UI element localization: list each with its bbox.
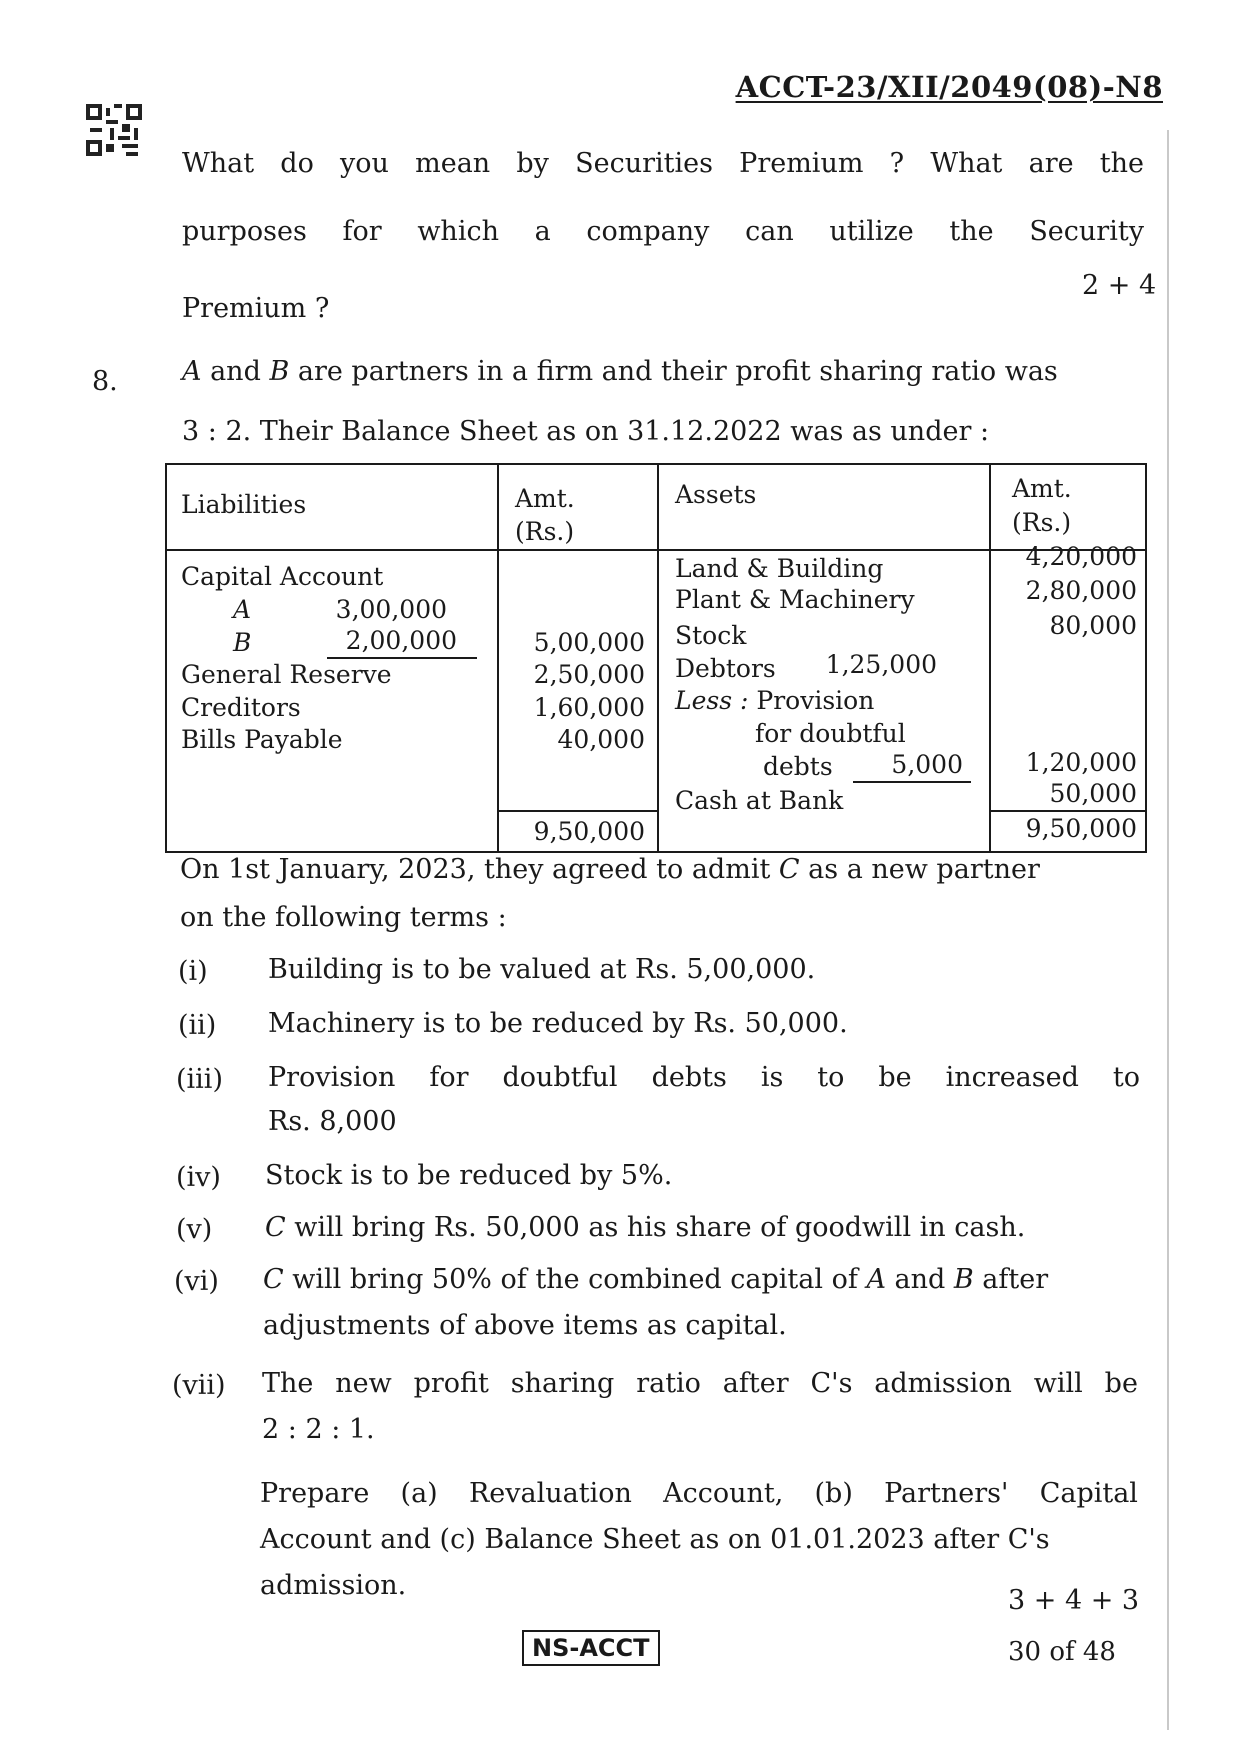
terms-intro-line-2: on the following terms : [180, 902, 507, 933]
prepare-line-2: Account and (c) Balance Sheet as on 01.01.2023 after C's [260, 1524, 1050, 1555]
plant-machinery-label: Plant & Machinery [675, 585, 915, 614]
terms-intro-line-1: On 1st January, 2023, they agreed to admit C as a new partner [180, 854, 1040, 885]
rs-header-right: (Rs.) [1012, 508, 1072, 537]
term-text: Machinery is to be reduced by Rs. 50,000. [268, 1008, 848, 1039]
prepare-line-1: Prepare (a) Revaluation Account, (b) Partners' Capital [260, 1478, 1138, 1509]
bills-payable-amount: 40,000 [557, 725, 645, 754]
term-number: (i) [178, 956, 208, 987]
assets-total-line [989, 810, 1145, 812]
general-reserve-amount: 2,50,000 [533, 660, 645, 689]
q8-marks: 3 + 4 + 3 [1008, 1585, 1140, 1616]
creditors-label: Creditors [181, 693, 301, 722]
bills-payable-label: Bills Payable [181, 725, 343, 754]
term-number: (vi) [174, 1266, 219, 1297]
column-divider [657, 465, 659, 851]
liabilities-header: Liabilities [181, 490, 307, 519]
stock-amount: 80,000 [1049, 611, 1137, 640]
term-number: (v) [176, 1214, 213, 1245]
term-text-continued: adjustments of above items as capital. [263, 1310, 787, 1341]
cash-at-bank-amount: 50,000 [1049, 779, 1137, 808]
liabilities-total: 9,50,000 [533, 817, 645, 846]
page-edge-line [1167, 130, 1169, 1730]
rs-header-left: (Rs.) [515, 517, 575, 546]
q7-line-3: Premium ? [182, 293, 330, 324]
q7-line-2: purposes for which a company can utilize the Security [182, 216, 1144, 247]
debtors-label: Debtors [675, 654, 776, 683]
capital-a-label: A [233, 595, 252, 624]
term-text: C will bring 50% of the combined capital of A and B after [263, 1264, 1049, 1295]
term-text: Stock is to be reduced by 5%. [265, 1160, 673, 1191]
land-building-label: Land & Building [675, 554, 884, 583]
qr-code-icon [86, 104, 142, 156]
term-number: (ii) [178, 1010, 217, 1041]
page-number: 30 of 48 [1008, 1637, 1116, 1667]
capital-b-value: 2,00,000 [327, 625, 477, 659]
q8-intro-line-2: 3 : 2. Their Balance Sheet as on 31.12.2022 was as under : [182, 416, 990, 447]
q8-intro-line-1: A and B are partners in a firm and their profit sharing ratio was [182, 356, 1058, 387]
liabilities-total-line [497, 810, 657, 812]
debtors-value: 1,25,000 [825, 650, 937, 679]
term-text: Building is to be valued at Rs. 5,00,000. [268, 954, 816, 985]
assets-total: 9,50,000 [1025, 814, 1137, 843]
for-doubtful-label: for doubtful [755, 719, 906, 748]
less-provision-label: Less : Provision [675, 686, 875, 715]
term-number: (iv) [176, 1162, 221, 1193]
creditors-amount: 1,60,000 [533, 693, 645, 722]
subject-stamp: NS-ACCT [522, 1630, 660, 1666]
term-text-continued: Rs. 8,000 [268, 1106, 397, 1137]
assets-header: Assets [675, 480, 757, 509]
stock-label: Stock [675, 621, 747, 650]
term-text: Provision for doubtful debts is to be increased to [268, 1062, 1140, 1093]
amt-header-left: Amt. [515, 484, 575, 513]
net-debtors-amount: 1,20,000 [1025, 748, 1137, 777]
amt-header-right: Amt. [1012, 474, 1072, 503]
capital-a-value: 3,00,000 [335, 595, 447, 624]
general-reserve-label: General Reserve [181, 660, 392, 689]
term-text: C will bring Rs. 50,000 as his share of goodwill in cash. [265, 1212, 1026, 1243]
term-number: (vii) [172, 1370, 226, 1401]
balance-sheet-table [165, 463, 1147, 853]
capital-account-label: Capital Account [181, 562, 384, 591]
question-number: 8. [92, 366, 118, 397]
cash-at-bank-label: Cash at Bank [675, 786, 844, 815]
term-number: (iii) [176, 1064, 223, 1095]
q7-marks: 2 + 4 [1082, 270, 1157, 301]
land-building-amount: 4,20,000 [1025, 542, 1137, 571]
term-text-continued: 2 : 2 : 1. [262, 1414, 375, 1445]
debts-label: debts [763, 752, 833, 781]
term-text: The new profit sharing ratio after C's admission will be [262, 1368, 1138, 1399]
capital-total: 5,00,000 [533, 628, 645, 657]
paper-code: ACCT-23/XII/2049(08)-N8 [735, 70, 1163, 104]
q7-line-1: What do you mean by Securities Premium ? What are the [182, 148, 1144, 179]
provision-value: 5,000 [853, 749, 971, 783]
prepare-line-3: admission. [260, 1570, 407, 1601]
plant-machinery-amount: 2,80,000 [1025, 576, 1137, 605]
capital-b-label: B [233, 628, 252, 657]
